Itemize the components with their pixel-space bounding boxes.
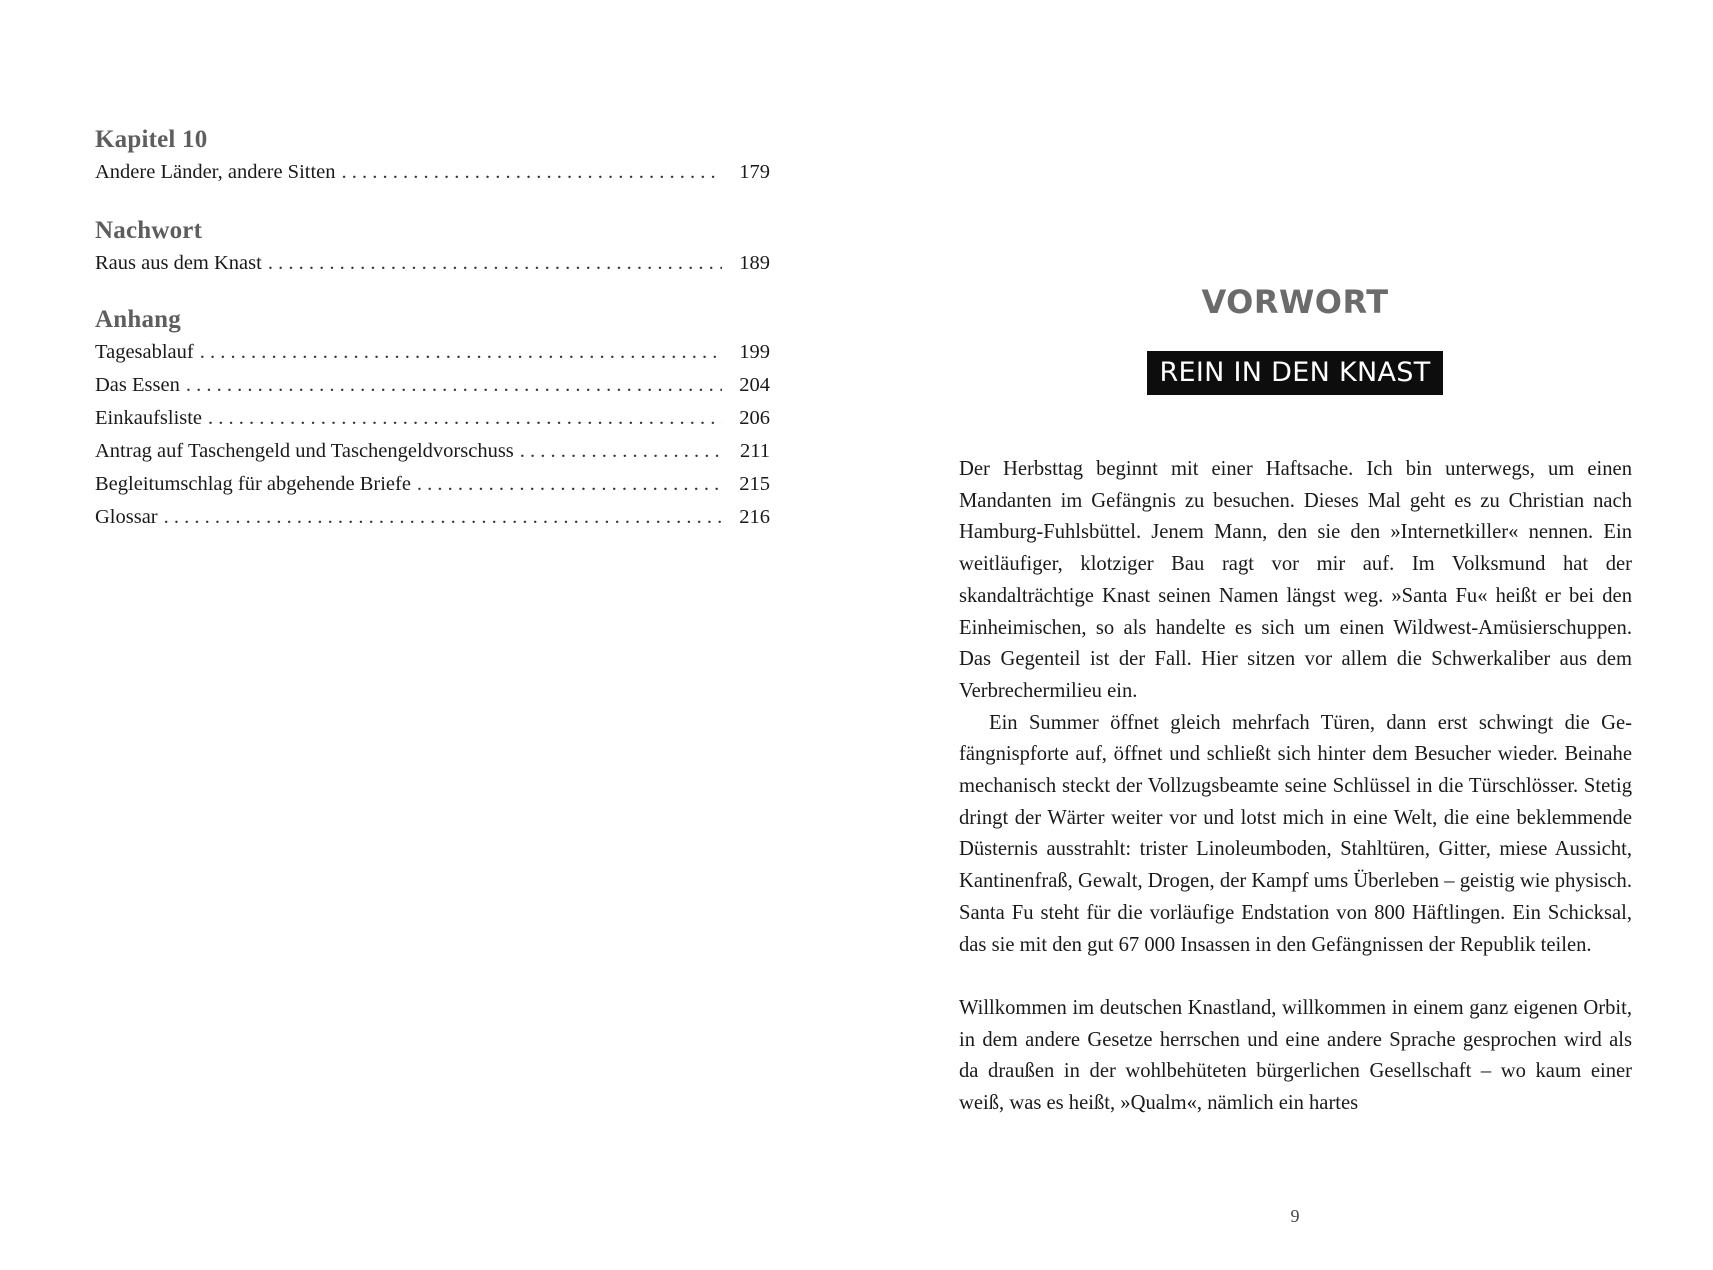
toc-dot-leader	[208, 402, 722, 435]
toc-section-heading: Kapitel 10	[95, 126, 208, 153]
toc-entry-page: 216	[739, 506, 770, 528]
toc-entry-label: Raus aus dem Knast	[95, 252, 262, 274]
toc-entry[interactable]	[95, 501, 770, 534]
toc-entry[interactable]	[95, 468, 770, 501]
toc-entry-label: Das Essen	[95, 374, 180, 396]
toc-dot-leader	[200, 336, 722, 369]
toc-section-heading: Anhang	[95, 306, 181, 333]
toc-entry-label: Antrag auf Taschengeld und Taschengeldvorschuss	[95, 440, 514, 462]
toc-entry-page: 179	[739, 161, 770, 183]
page-number: 9	[1290, 1206, 1300, 1226]
toc-entry-label: Glossar	[95, 506, 158, 528]
toc-section-heading: Nachwort	[95, 217, 203, 244]
chapter-title: REIN IN DEN KNAST	[1147, 351, 1442, 395]
toc-entry[interactable]	[95, 336, 770, 369]
toc-entry[interactable]	[95, 156, 770, 189]
toc-dot-leader	[268, 247, 722, 280]
toc-entry[interactable]	[95, 369, 770, 402]
toc-dot-leader	[342, 156, 722, 189]
toc-entry-label: Begleitumschlag für abgehende Briefe	[95, 473, 411, 495]
toc-section-anhang	[95, 304, 770, 534]
toc-entry-label: Einkaufsliste	[95, 407, 203, 429]
chapter-body	[959, 454, 1632, 1120]
toc-dot-leader	[164, 501, 722, 534]
toc-dot-leader	[417, 468, 722, 501]
chapter-kicker: VORWORT	[1201, 283, 1389, 321]
toc-entry-page: 189	[739, 252, 770, 274]
chapter-title-block	[960, 351, 1630, 395]
toc-entry-label: Andere Länder, andere Sitten	[95, 161, 336, 183]
toc-entry-page: 206	[739, 407, 770, 429]
toc-dot-leader	[186, 369, 722, 402]
toc-entry[interactable]	[95, 435, 770, 468]
body-paragraph: Ein Summer öffnet gleich mehrfach Türen, dann erst schwingt die Gefängnispforte auf, öffnet und schließt sich hinter dem Besucher wieder. Beinahe mechanisch steckt der Vollzugsbeamte seine Schlüssel in die Türschlösser. Stetig dringt der Wärter weiter vor und lotst mich in eine Welt, die eine beklemmende Düsternis ausstrahlt: trister Linoleumboden, Stahltüren, Gitter, miese Aussicht, Kantinenfraß, Gewalt, Drogen, der Kampf ums Überleben – geistig wie physisch. Santa Fu steht für die vorläufige Endstation von 800 Häftlingen. Ein Schicksal, das sie mit den gut 67 000 Insassen in den Gefängnissen der Republik teilen.	[959, 711, 1632, 956]
body-paragraph: Der Herbsttag beginnt mit einer Haftsache. Ich bin unterwegs, um einen Mandanten im Gefängnis zu besuchen. Dieses Mal geht es zu Christian nach Hamburg-Fuhlsbüttel. Jenem Mann, den sie den »Internetkiller« nennen. Ein weitläufiger, klotziger Bau ragt vor mir auf. Im Volksmund hat der skandalträchtige Knast seinen Namen längst weg. »Santa Fu« heißt er bei den Einheimischen, so als handelte es sich um einen Wildwest-Amüsierschuppen. Das Gegenteil ist der Fall. Hier sitzen vor allem die Schwerkaliber aus dem Verbrechermilieu ein.	[959, 458, 1632, 702]
toc-dot-leader	[520, 435, 722, 468]
toc-entry[interactable]	[95, 402, 770, 435]
body-paragraph: Willkommen im deutschen Knastland, willkommen in einem ganz eigenen Orbit, in dem andere Gesetze herrschen und eine andere Sprache gesprochen wird als da draußen in der wohlbehüteten bürgerlichen Gesellschaft – wo kaum einer weiß, was es heißt, »Qualm«, nämlich ein hartes	[959, 996, 1632, 1115]
toc-section-nachwort	[95, 215, 770, 280]
toc-entry-page: 215	[739, 473, 770, 495]
table-of-contents	[95, 124, 770, 534]
toc-entry[interactable]	[95, 247, 770, 280]
toc-entry-label: Tagesablauf	[95, 341, 194, 363]
toc-entry-page: 211	[740, 440, 770, 462]
toc-entry-page: 204	[739, 374, 770, 396]
toc-entry-page: 199	[739, 341, 770, 363]
toc-section-kapitel-10	[95, 124, 770, 189]
